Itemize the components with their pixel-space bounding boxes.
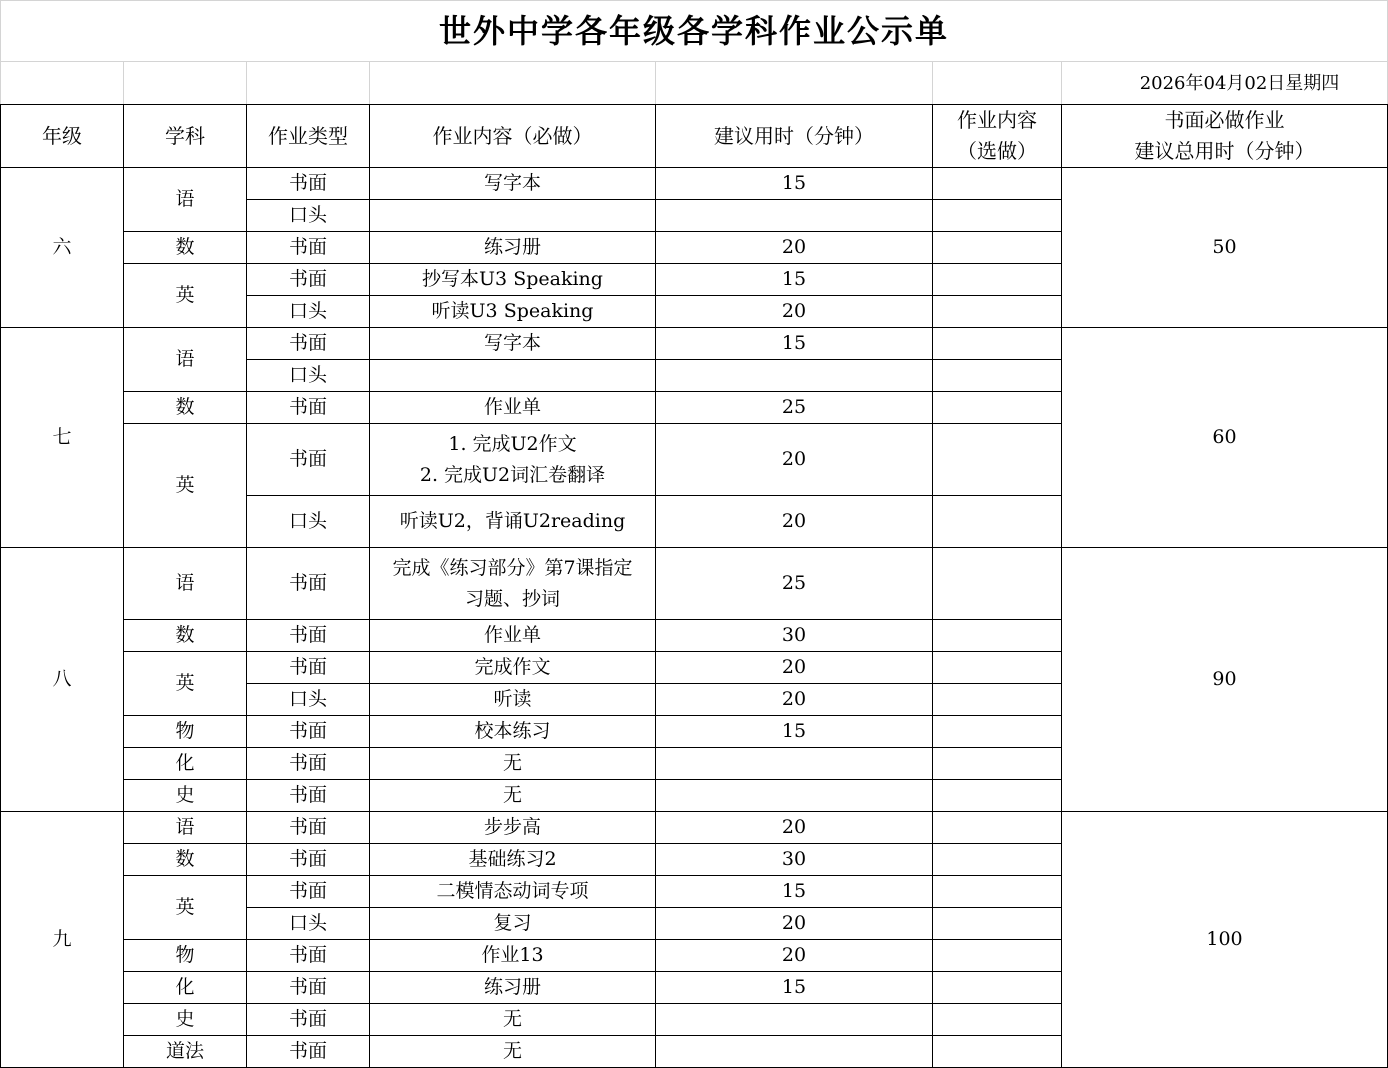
blank-cell — [247, 62, 370, 105]
time-cell: 25 — [656, 392, 933, 424]
content-line: 写字本 — [483, 332, 541, 354]
content-cell — [370, 812, 656, 844]
optional-content-cell — [933, 496, 1062, 548]
optional-content-cell — [933, 392, 1062, 424]
content-line: 听读 — [493, 688, 532, 710]
type-cell: 书面 — [247, 652, 370, 684]
time-cell — [656, 1036, 933, 1068]
type-cell: 书面 — [247, 168, 370, 200]
type-cell: 书面 — [247, 972, 370, 1004]
subject-cell: 语 — [124, 328, 247, 392]
type-cell: 书面 — [247, 1004, 370, 1036]
header-content-optional-line1: 作业内容 — [957, 108, 1037, 132]
content-line: 作业13 — [481, 944, 544, 966]
header-type: 作业类型 — [247, 105, 370, 168]
subject-cell: 数 — [124, 392, 247, 424]
content-cell — [370, 1004, 656, 1036]
content-line: 校本练习 — [474, 720, 551, 742]
content-cell — [370, 1036, 656, 1068]
content-cell — [370, 424, 656, 496]
optional-content-cell — [933, 844, 1062, 876]
content-line: 步步高 — [483, 816, 541, 838]
header-content-optional — [933, 105, 1062, 168]
time-cell: 20 — [656, 296, 933, 328]
optional-content-cell — [933, 908, 1062, 940]
time-cell — [656, 1004, 933, 1036]
optional-content-cell — [933, 296, 1062, 328]
content-line: 二模情态动词专项 — [436, 880, 589, 902]
subject-cell: 语 — [124, 548, 247, 620]
content-cell — [370, 168, 656, 200]
content-line: 无 — [502, 784, 522, 806]
optional-content-cell — [933, 1036, 1062, 1068]
content-line: 作业单 — [483, 396, 541, 418]
time-cell: 15 — [656, 716, 933, 748]
type-cell: 书面 — [247, 1036, 370, 1068]
subject-cell: 物 — [124, 940, 247, 972]
content-line: 完成作文 — [474, 656, 551, 678]
time-cell: 25 — [656, 548, 933, 620]
optional-content-cell — [933, 168, 1062, 200]
page-title: 世外中学各年级各学科作业公示单 — [1, 1, 1388, 62]
grade-cell: 六 — [1, 168, 124, 328]
content-cell — [370, 684, 656, 716]
optional-content-cell — [933, 972, 1062, 1004]
optional-content-cell — [933, 548, 1062, 620]
type-cell: 书面 — [247, 940, 370, 972]
content-line: 作业单 — [483, 624, 541, 646]
content-line: 写字本 — [483, 172, 541, 194]
optional-content-cell — [933, 200, 1062, 232]
optional-content-cell — [933, 424, 1062, 496]
content-cell — [370, 748, 656, 780]
time-cell: 20 — [656, 496, 933, 548]
subject-cell: 数 — [124, 844, 247, 876]
optional-content-cell — [933, 876, 1062, 908]
type-cell: 书面 — [247, 716, 370, 748]
type-cell: 书面 — [247, 392, 370, 424]
optional-content-cell — [933, 652, 1062, 684]
blank-cell — [370, 62, 656, 105]
time-cell: 20 — [656, 684, 933, 716]
time-cell: 30 — [656, 620, 933, 652]
time-cell: 15 — [656, 168, 933, 200]
content-cell — [370, 232, 656, 264]
type-cell: 书面 — [247, 232, 370, 264]
time-cell: 15 — [656, 328, 933, 360]
subject-cell: 化 — [124, 972, 247, 1004]
subject-cell: 数 — [124, 620, 247, 652]
type-cell: 口头 — [247, 200, 370, 232]
content-line: 无 — [502, 752, 522, 774]
type-cell: 口头 — [247, 296, 370, 328]
content-cell — [370, 620, 656, 652]
optional-content-cell — [933, 940, 1062, 972]
optional-content-cell — [933, 328, 1062, 360]
blank-cell — [656, 62, 933, 105]
optional-content-cell — [933, 812, 1062, 844]
content-cell — [370, 972, 656, 1004]
header-total-line1: 书面必做作业 — [1164, 108, 1285, 132]
date-label: 2026年04月02日星期四 — [1062, 62, 1388, 105]
subject-cell: 英 — [124, 876, 247, 940]
optional-content-cell — [933, 780, 1062, 812]
subject-cell: 语 — [124, 168, 247, 232]
total-time-cell: 50 — [1062, 168, 1388, 328]
total-time-cell: 60 — [1062, 328, 1388, 548]
content-cell — [370, 392, 656, 424]
optional-content-cell — [933, 264, 1062, 296]
content-line: 抄写本U3 Speaking — [422, 268, 603, 290]
content-line: 完成《练习部分》第7课指定 — [392, 556, 633, 579]
time-cell: 15 — [656, 876, 933, 908]
subject-cell: 语 — [124, 812, 247, 844]
type-cell: 书面 — [247, 620, 370, 652]
blank-cell — [933, 62, 1062, 105]
type-cell: 口头 — [247, 496, 370, 548]
content-cell — [370, 940, 656, 972]
subject-cell: 道法 — [124, 1036, 247, 1068]
optional-content-cell — [933, 684, 1062, 716]
time-cell — [656, 360, 933, 392]
subject-cell: 物 — [124, 716, 247, 748]
content-line: 2. 完成U2词汇卷翻译 — [419, 463, 606, 486]
time-cell — [656, 780, 933, 812]
content-cell — [370, 264, 656, 296]
type-cell: 书面 — [247, 812, 370, 844]
header-total-line2: 建议总用时（分钟） — [1134, 139, 1315, 163]
type-cell: 书面 — [247, 780, 370, 812]
content-line: 基础练习2 — [468, 848, 557, 870]
subject-cell: 史 — [124, 780, 247, 812]
time-cell: 20 — [656, 424, 933, 496]
grade-cell: 九 — [1, 812, 124, 1068]
header-total — [1062, 105, 1388, 168]
content-cell — [370, 296, 656, 328]
content-cell — [370, 876, 656, 908]
header-time: 建议用时（分钟） — [656, 105, 933, 168]
type-cell: 口头 — [247, 360, 370, 392]
time-cell — [656, 200, 933, 232]
type-cell: 书面 — [247, 424, 370, 496]
type-cell: 书面 — [247, 844, 370, 876]
type-cell: 口头 — [247, 908, 370, 940]
table-row — [1, 328, 1388, 360]
header-content-required: 作业内容（必做） — [370, 105, 656, 168]
total-time-cell: 100 — [1062, 812, 1388, 1068]
table-row — [1, 168, 1388, 200]
content-cell — [370, 360, 656, 392]
header-subject: 学科 — [124, 105, 247, 168]
content-cell — [370, 844, 656, 876]
time-cell: 15 — [656, 264, 933, 296]
content-cell — [370, 200, 656, 232]
content-cell — [370, 716, 656, 748]
content-line: 听读U2，背诵U2reading — [399, 510, 626, 532]
blank-cell — [124, 62, 247, 105]
content-line: 1. 完成U2作文 — [448, 432, 577, 455]
type-cell: 书面 — [247, 748, 370, 780]
subject-cell: 英 — [124, 652, 247, 716]
total-time-cell: 90 — [1062, 548, 1388, 812]
content-cell — [370, 496, 656, 548]
content-cell — [370, 908, 656, 940]
optional-content-cell — [933, 1004, 1062, 1036]
subject-cell: 数 — [124, 232, 247, 264]
optional-content-cell — [933, 620, 1062, 652]
subject-cell: 英 — [124, 424, 247, 548]
content-line: 复习 — [493, 912, 532, 934]
optional-content-cell — [933, 748, 1062, 780]
type-cell: 书面 — [247, 548, 370, 620]
time-cell: 20 — [656, 812, 933, 844]
subject-cell: 英 — [124, 264, 247, 328]
content-line: 练习册 — [483, 976, 541, 998]
time-cell: 15 — [656, 972, 933, 1004]
table-row — [1, 812, 1388, 844]
type-cell: 书面 — [247, 876, 370, 908]
time-cell: 20 — [656, 652, 933, 684]
type-cell: 书面 — [247, 328, 370, 360]
content-line: 无 — [502, 1040, 522, 1062]
content-line: 练习册 — [483, 236, 541, 258]
time-cell: 20 — [656, 232, 933, 264]
content-cell — [370, 328, 656, 360]
time-cell: 20 — [656, 908, 933, 940]
type-cell: 书面 — [247, 264, 370, 296]
time-cell: 30 — [656, 844, 933, 876]
optional-content-cell — [933, 360, 1062, 392]
content-line: 习题、抄词 — [464, 587, 560, 610]
content-line: 听读U3 Speaking — [431, 300, 594, 322]
header-grade: 年级 — [1, 105, 124, 168]
header-content-optional-line2: （选做） — [957, 139, 1037, 163]
header-row — [1, 105, 1388, 168]
time-cell: 20 — [656, 940, 933, 972]
optional-content-cell — [933, 232, 1062, 264]
table-row — [1, 548, 1388, 620]
grade-cell: 八 — [1, 548, 124, 812]
time-cell — [656, 748, 933, 780]
content-cell — [370, 548, 656, 620]
content-line: 无 — [502, 1008, 522, 1030]
content-cell — [370, 652, 656, 684]
optional-content-cell — [933, 716, 1062, 748]
content-cell — [370, 780, 656, 812]
type-cell: 口头 — [247, 684, 370, 716]
grade-cell: 七 — [1, 328, 124, 548]
subject-cell: 史 — [124, 1004, 247, 1036]
subject-cell: 化 — [124, 748, 247, 780]
blank-cell — [1, 62, 124, 105]
